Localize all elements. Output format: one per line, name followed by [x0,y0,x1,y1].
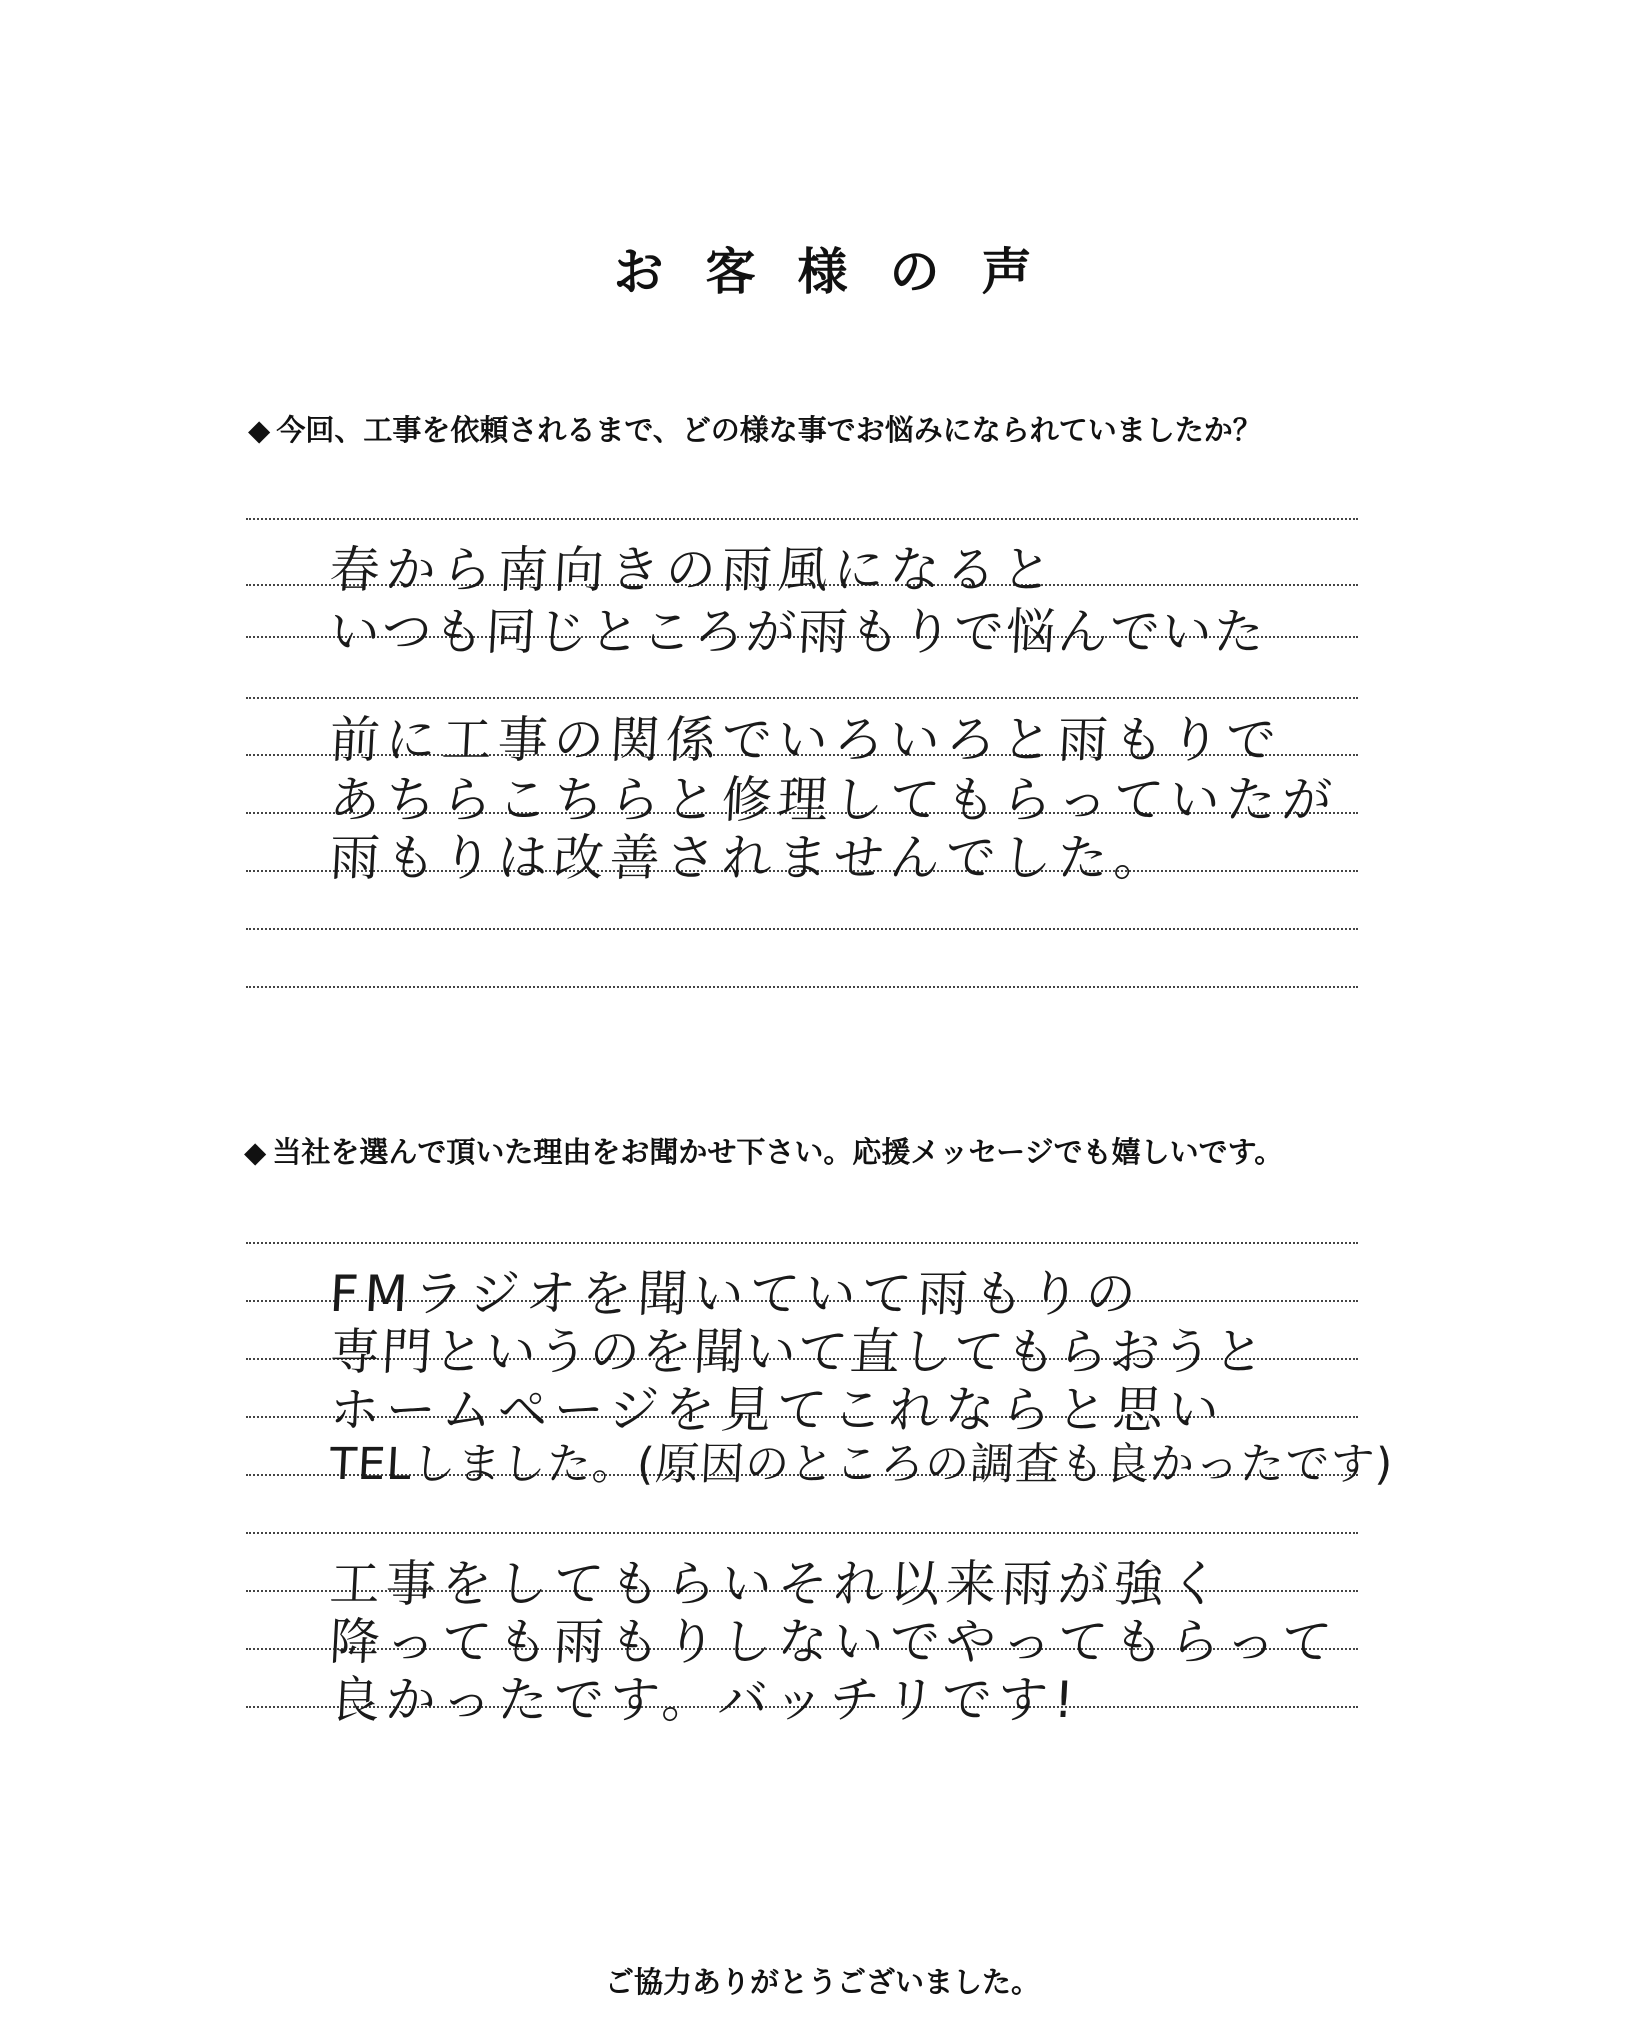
question-2-text: 当社を選んで頂いた理由をお聞かせ下さい。応援メッセージでも嬉しいです。 [272,1135,1284,1169]
ruled-line [246,1532,1358,1534]
page-title: お客様の声 [613,243,1074,301]
answer-1-line: 前に工事の関係でいろいろと雨もりで [328,711,1284,769]
answer-1-line: 雨もりは改善されませんでした。 [328,829,1172,887]
answer-2-line: 工事をしてもらいそれ以来雨が強く [328,1555,1228,1613]
ruled-line [246,1242,1358,1244]
answer-1-line: あちらこちらと修理してもらっていたが [328,771,1340,829]
ruled-line [246,697,1358,699]
question-1 [248,408,1262,449]
answer-2-line: 専門というのを聞いて直してもらおうと [328,1323,1268,1381]
answer-1-line: 春から南向きの雨風になると [328,541,1060,599]
answer-1-line: いつも同じところが雨もりで悩んでいた [328,603,1268,661]
diamond-bullet-icon: ◆ [248,413,271,447]
answer-2-line: FMラジオを聞いていて雨もりの [328,1265,1144,1323]
question-1-text: 今回、工事を依頼されるまで、どの様な事でお悩みになられていましたか？ [276,413,1262,447]
answer-2-line: TELしました。(原因のところの調査も良かったです) [328,1439,1395,1490]
answer-2-line: 良かったです。バッチリです! [328,1671,1082,1729]
answer-2-line: 降っても雨もりしないでやってもらって [328,1613,1340,1671]
ruled-line [246,518,1358,520]
question-2 [244,1130,1283,1171]
ruled-line [246,928,1358,930]
diamond-bullet-icon: ◆ [244,1135,267,1169]
thank-you-note: ご協力ありがとうございました。 [604,1965,1040,1999]
ruled-line [246,986,1358,988]
answer-2-line: ホームページを見てこれならと思い [328,1381,1227,1439]
